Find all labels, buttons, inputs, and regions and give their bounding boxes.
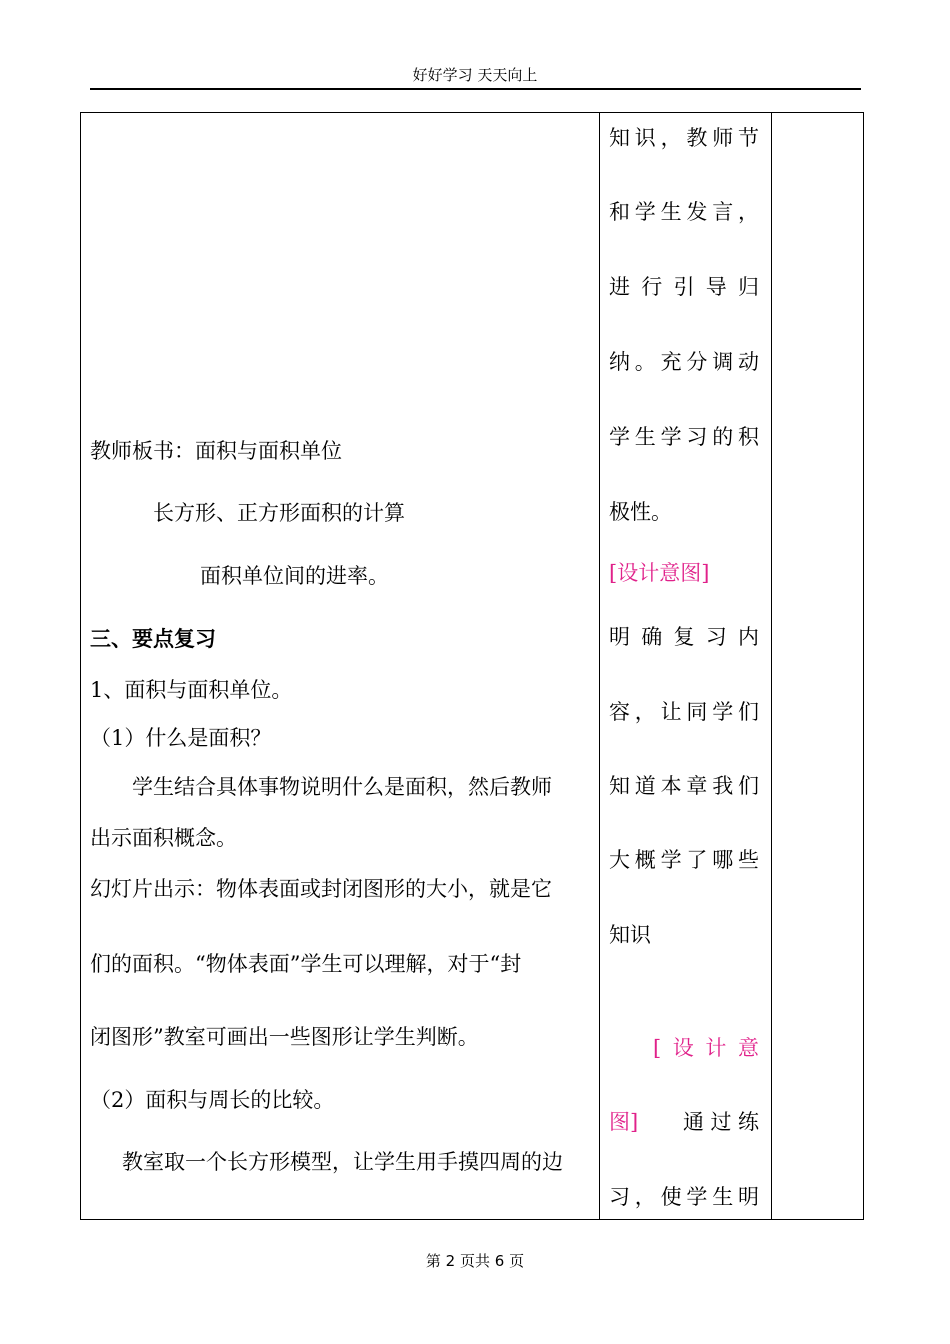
note-line-4: 纳 。 充 分 调 动 xyxy=(609,350,759,374)
intent-line-3: 知 道 本 章 我 们 xyxy=(609,774,759,798)
item-1: 1、面积与面积单位。 xyxy=(90,678,293,702)
note-line-6: 极性。 xyxy=(609,500,672,524)
paragraph-1-line-2: 出示面积概念。 xyxy=(90,826,237,850)
board-label: 教师板书：面积与面积单位 xyxy=(90,439,342,463)
intent-2-text: 通 过 练 xyxy=(683,1110,759,1134)
design-intent-label-1: [设计意图] xyxy=(609,561,710,585)
note-line-3: 进 行 引 导 归 xyxy=(609,275,759,299)
slide-line-1: 幻灯片出示：物体表面或封闭图形的大小，就是它 xyxy=(90,877,552,901)
paragraph-2-line-1: 教室取一个长方形模型，让学生用手摸四周的边 xyxy=(122,1150,563,1174)
sub-question-2: （2）面积与周长的比较。 xyxy=(90,1088,335,1112)
intent-2-last-line: 习 ， 使 学 生 明 xyxy=(609,1185,759,1209)
column-divider-right xyxy=(771,112,772,1220)
slide-line-2: 们的面积。“物体表面”学生可以理解，对于“封 xyxy=(90,952,522,976)
section-title: 三、要点复习 xyxy=(90,626,216,651)
intent-line-2: 容 ， 让 同 学 们 xyxy=(609,700,759,724)
page-footer: 第 2 页共 6 页 xyxy=(425,1252,525,1270)
sub-question-1: （1）什么是面积？ xyxy=(90,726,272,750)
note-line-5: 学 生 学 习 的 积 xyxy=(609,425,759,449)
paragraph-1-line-1: 学生结合具体事物说明什么是面积，然后教师 xyxy=(132,775,552,799)
board-line-2: 长方形、正方形面积的计算 xyxy=(153,501,405,525)
intent-line-5: 知识 xyxy=(609,923,651,947)
note-line-1: 知 识 ， 教 师 节 xyxy=(609,126,759,150)
design-intent-label-2a: [ 设 计 意 xyxy=(653,1036,759,1060)
design-intent-label-2b: 图] xyxy=(609,1110,639,1134)
slide-line-3: 闭图形”教室可画出一些图形让学生判断。 xyxy=(90,1025,479,1049)
intent-line-4: 大 概 学 了 哪 些 xyxy=(609,848,759,872)
board-line-3: 面积单位间的进率。 xyxy=(200,564,389,588)
intent-line-1: 明 确 复 习 内 xyxy=(609,625,759,649)
header-rule xyxy=(90,88,861,90)
column-divider-left xyxy=(599,112,600,1220)
note-line-2: 和 学 生 发 言 ， xyxy=(609,200,759,224)
page-header: 好好学习 天天向上 xyxy=(412,66,538,84)
